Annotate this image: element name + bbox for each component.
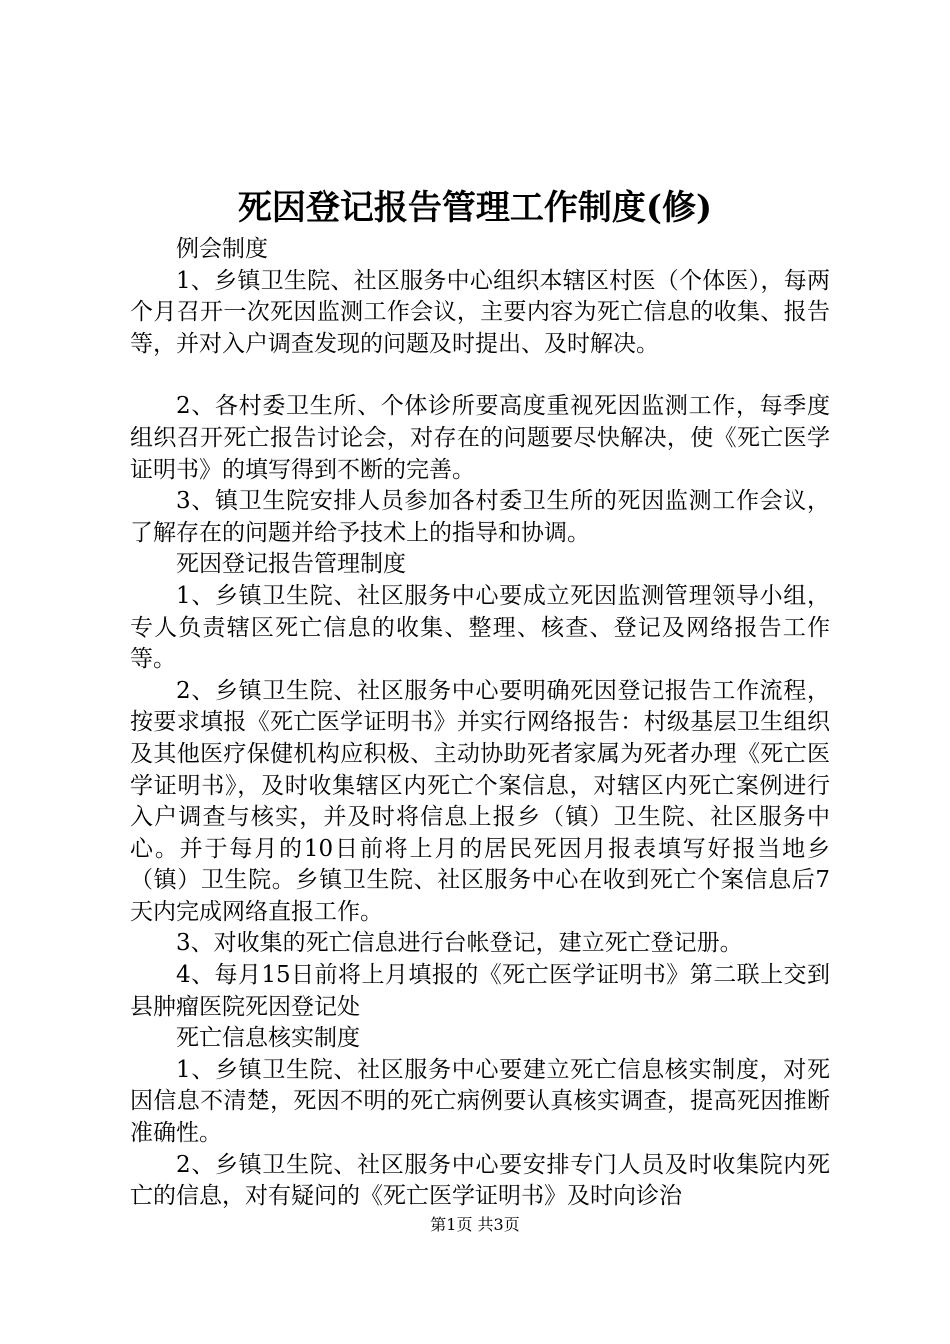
paragraph: 3、对收集的死亡信息进行台帐登记，建立死亡登记册。 bbox=[176, 930, 743, 957]
paragraph: 2、乡镇卫生院、社区服务中心要明确死因登记报告工作流程，按要求填报《死亡医学证明书》并实行网络报告：村级基层卫生组织及其他医疗保健机构应积极、主动协助死者家属为死者办理《死亡医学证明书》，及时收集辖区内死亡个案信息，对辖区内死亡案例进行入户调查与核实，并及时将信息上报乡（镇）卫生院、社区服务中心。并于每月的10日前将上月的居民死因月报表填写好报当地乡（镇）卫生院。乡镇卫生院、社区服务中心在收到死亡个案信息后7天内完成网络直报工作。 bbox=[130, 677, 830, 925]
paragraph: 1、乡镇卫生院、社区服务中心要成立死因监测管理领导小组，专人负责辖区死亡信息的收集、整理、核查、登记及网络报告工作等。 bbox=[130, 582, 830, 673]
paragraph: 2、各村委卫生所、个体诊所要高度重视死因监测工作，每季度组织召开死亡报告讨论会，对存在的问题要尽快解决，使《死亡医学证明书》的填写得到不断的完善。 bbox=[130, 393, 830, 483]
paragraph: 1、乡镇卫生院、社区服务中心组织本辖区村医（个体医），每两个月召开一次死因监测工作会议，主要内容为死亡信息的收集、报告等，并对入户调查发现的问题及时提出、及时解决。 bbox=[130, 267, 830, 357]
document-body bbox=[130, 234, 830, 1213]
paragraph: 1、乡镇卫生院、社区服务中心要建立死亡信息核实制度，对死因信息不清楚，死因不明的死亡病例要认真核实调查，提高死因推断准确性。 bbox=[130, 1056, 830, 1147]
paragraph: 3、镇卫生院安排人员参加各村委卫生所的死因监测工作会议，了解存在的问题并给予技术上的指导和协调。 bbox=[130, 488, 830, 546]
page-number-footer: 第1页 共3页 bbox=[430, 1215, 520, 1234]
document-title: 死因登记报告管理工作制度(修) bbox=[237, 188, 713, 228]
section-heading-verification: 死亡信息核实制度 bbox=[176, 1025, 360, 1052]
section-heading-registration: 死因登记报告管理制度 bbox=[176, 551, 406, 578]
section-heading-meeting: 例会制度 bbox=[176, 236, 268, 262]
paragraph: 2、乡镇卫生院、社区服务中心要安排专门人员及时收集院内死亡的信息，对有疑问的《死亡医学证明书》及时向诊治 bbox=[130, 1151, 830, 1210]
paragraph: 4、每月15日前将上月填报的《死亡医学证明书》第二联上交到县肿瘤医院死因登记处 bbox=[130, 962, 830, 1020]
